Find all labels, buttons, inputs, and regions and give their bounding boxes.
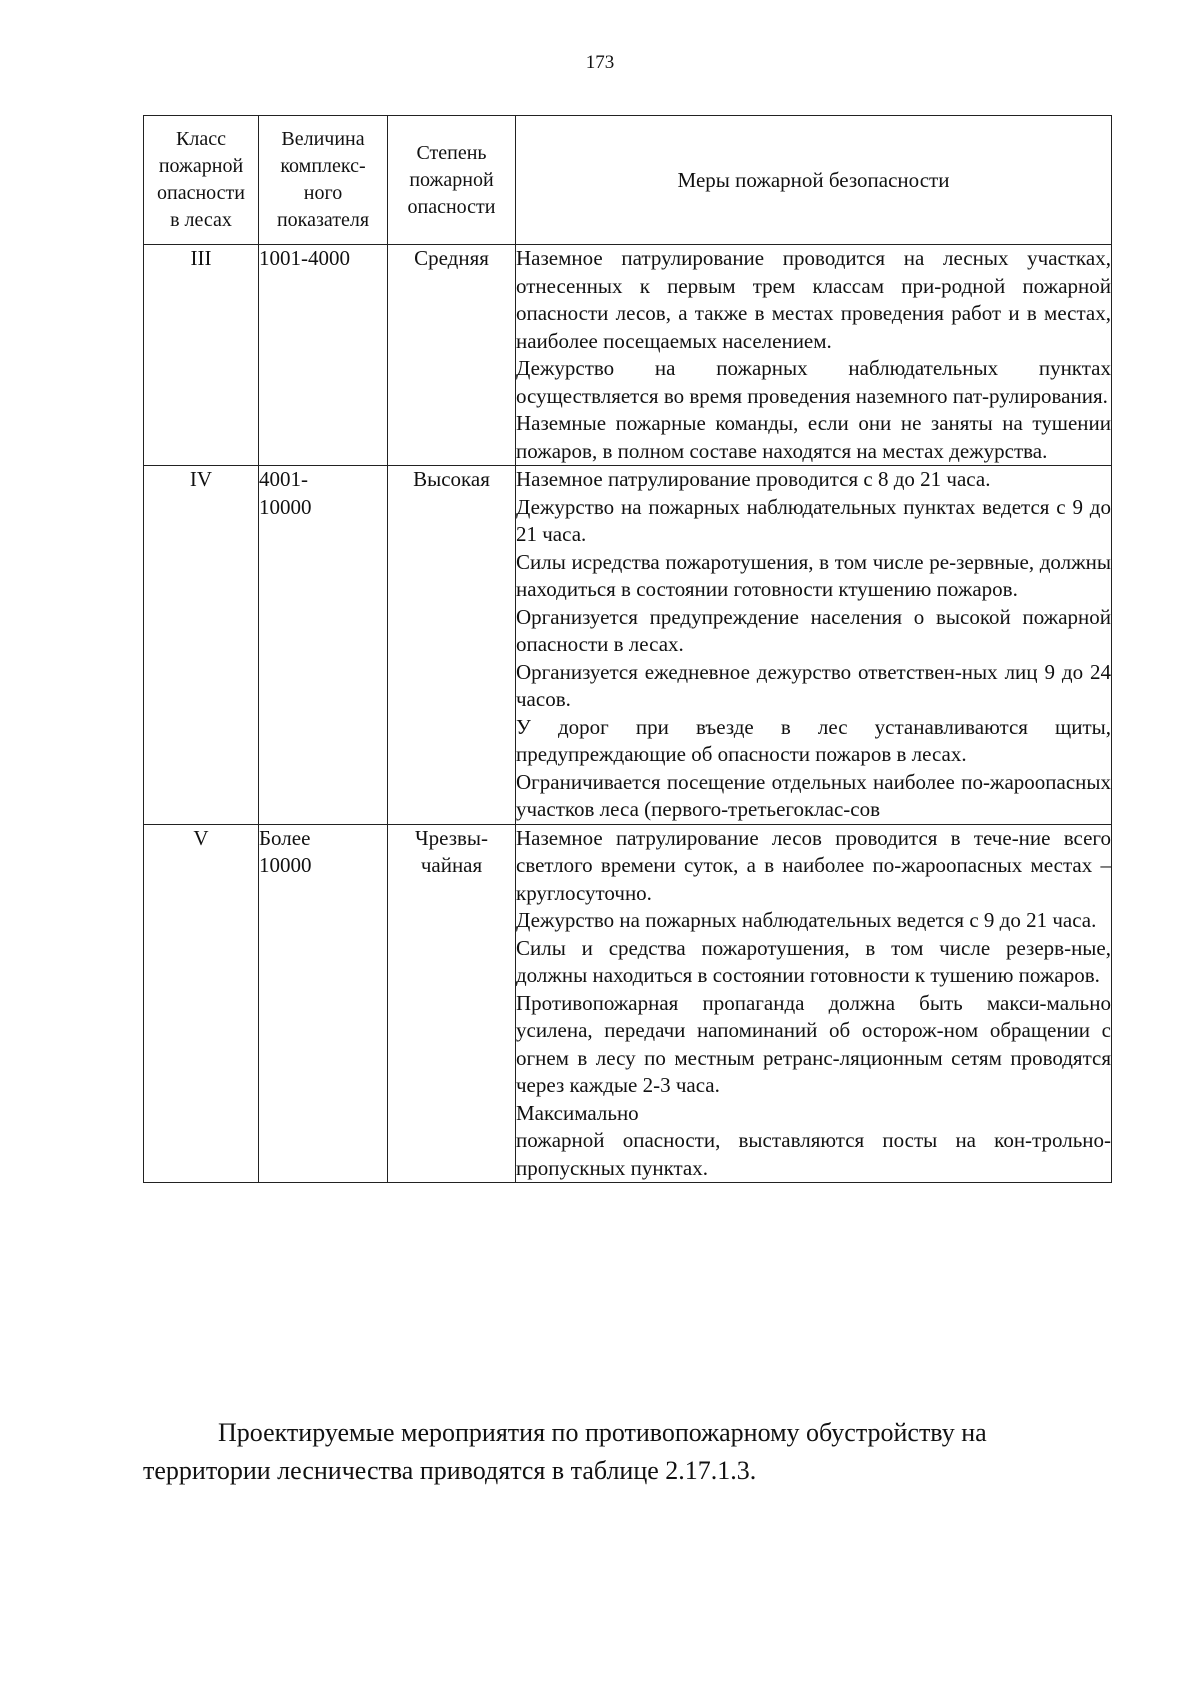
measure-paragraph: Наземные пожарные команды, если они не заняты на тушении пожаров, в полном составе находятся на местах дежурства.: [516, 411, 1111, 463]
table-header-row: [144, 116, 1112, 245]
measure-paragraph: Силы и средства пожаротушения, в том числе резерв-ные, должны находиться в состоянии готовности к тушению пожаров.: [516, 935, 1111, 987]
class-cell: V: [144, 824, 259, 1183]
measure-paragraph: Дежурство на пожарных наблюдательных пунктах ведется с 9 до 21 часа.: [516, 494, 1111, 546]
body-paragraph: [143, 1414, 1111, 1490]
measure-paragraph: Силы исредства пожаротушения, в том числе ре-зервные, должны находиться в состоянии готовности ктушению пожаров.: [516, 549, 1111, 601]
measure-paragraph: Противопожарная пропаганда должна быть макси-мально усилена, передачи напоминаний об осторож-ном обращении с огнем в лесу по местным ретранс-ляционным сетям проводятся через каждые 2-3 часа.: [516, 990, 1111, 1097]
measure-paragraph: Ограничивается посещение отдельных наиболее по-жароопасных участков леса (первого-третьегоклас-сов: [516, 769, 1111, 821]
measure-paragraph: Наземное патрулирование проводится на лесных участках, отнесенных к первым трем классам при-родной пожарной опасности лесов, а также в местах проведения работ и в местах, наиболее посещаемых населением.: [516, 246, 1111, 353]
degree-cell: Высокая: [388, 466, 516, 825]
measure-paragraph: пожарной опасности, выставляются посты на кон-трольно-пропускных пунктах.: [516, 1128, 1111, 1180]
measure-paragraph: Наземное патрулирование проводится с 8 до 21 часа.: [516, 467, 991, 491]
measures-cell: [516, 466, 1112, 825]
measure-paragraph: У дорог при въезде в лес устанавливаются щиты, предупреждающие об опасности пожаров в лесах.: [516, 714, 1111, 766]
page-number: 173: [585, 52, 615, 73]
class-cell: IV: [144, 466, 259, 825]
header-measures: Меры пожарной безопасности: [516, 116, 1112, 245]
measure-paragraph: Наземное патрулирование лесов проводится в тече-ние всего светлого времени суток, а в наиболее по-жароопасных местах – круглосуточно.: [516, 825, 1111, 905]
degree-cell: Средняя: [388, 245, 516, 466]
header-value: Величина комплекс- ного показателя: [259, 116, 388, 245]
degree-cell: Чрезвы- чайная: [388, 824, 516, 1183]
body-paragraph-text: Проектируемые мероприятия по противопожарному обустройству на территории лесничества приводятся в таблице 2.17.1.3.: [143, 1418, 987, 1485]
table-row: [144, 466, 1112, 825]
fire-safety-table: [143, 115, 1112, 1183]
header-degree: Степень пожарной опасности: [388, 116, 516, 245]
table-row: [144, 824, 1112, 1183]
measure-paragraph: Максимально: [516, 1100, 639, 1125]
measures-cell: [516, 245, 1112, 466]
class-cell: III: [144, 245, 259, 466]
measure-paragraph: Организуется ежедневное дежурство ответствен-ных лиц 9 до 24 часов.: [516, 659, 1111, 711]
measure-paragraph: Организуется предупреждение населения о высокой пожарной опасности в лесах.: [516, 604, 1111, 656]
value-cell: Более 10000: [259, 824, 388, 1183]
value-cell: 1001-4000: [259, 245, 388, 466]
measure-paragraph: Дежурство на пожарных наблюдательных пунктах осуществляется во время проведения наземного пат-рулирования.: [516, 356, 1111, 408]
header-class: Класс пожарной опасности в лесах: [144, 116, 259, 245]
table-row: [144, 245, 1112, 466]
value-cell: 4001- 10000: [259, 466, 388, 825]
measures-cell: [516, 824, 1112, 1183]
measure-paragraph: Дежурство на пожарных наблюдательных ведется с 9 до 21 часа.: [516, 908, 1097, 932]
